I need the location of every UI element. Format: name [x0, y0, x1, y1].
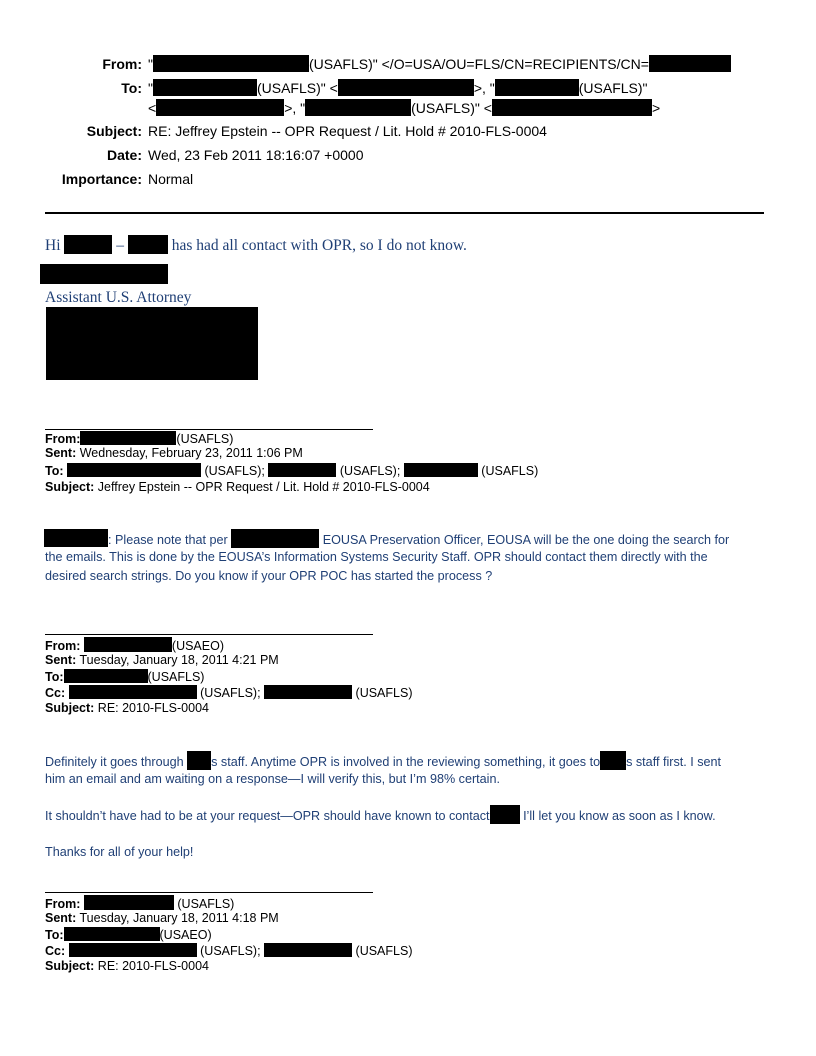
redaction-block [495, 79, 579, 96]
email4-to-value: (USAEO) [159, 928, 212, 942]
email4-sent-row [45, 911, 279, 926]
redaction-block [67, 463, 201, 477]
email4-subject-value: RE: 2010-FLS-0004 [97, 959, 209, 973]
email2-sent-value: Wednesday, February 23, 2011 1:06 PM [79, 446, 303, 460]
email2-subject-value: Jeffrey Epstein -- OPR Request / Lit. Hold # 2010-FLS-0004 [97, 480, 430, 494]
redaction-block [492, 99, 652, 116]
email2-sent-label: Sent: [45, 446, 77, 460]
message1-greeting: Hi [45, 237, 61, 254]
email3-cc-label: Cc: [45, 686, 66, 700]
redaction-block [156, 99, 284, 116]
header-importance-label: Importance: [61, 171, 142, 187]
redaction-block [404, 463, 478, 477]
email4-from-label: From: [45, 897, 81, 911]
redaction-block [338, 79, 474, 96]
email3-body-text: Definitely it goes through [45, 755, 184, 769]
email2-body-text: : Please note that per [108, 533, 228, 547]
email3-body-text: s staff first. I sent [626, 755, 722, 769]
email3-from-value: (USAEO) [171, 639, 224, 653]
email3-paragraph3: Thanks for all of your help! [45, 845, 194, 859]
email4-to-label: To: [45, 928, 64, 942]
email3-sent-value: Tuesday, January 18, 2011 4:21 PM [79, 653, 279, 667]
email3-subject-row [45, 701, 209, 716]
header-date-label: Date: [106, 147, 142, 163]
header-importance-value: Normal [148, 171, 194, 187]
header-subject-value: RE: Jeffrey Epstein -- OPR Request / Lit. Hold # 2010-FLS-0004 [148, 123, 547, 139]
redaction-block [64, 927, 160, 941]
header-date-row [0, 146, 364, 164]
email3-cc-value: (USAFLS) [355, 686, 413, 700]
email3-paragraph2 [45, 805, 716, 826]
redaction-block [268, 463, 336, 477]
email2-body-line2: the emails. This is done by the EOUSA’s Information Systems Security Staff. OPR should contact them directly with the [45, 550, 708, 564]
email4-subject-label: Subject: [45, 959, 95, 973]
header-subject-label: Subject: [86, 123, 142, 139]
email2-body-text: EOUSA Preservation Officer, EOUSA will be the one doing the search for [322, 533, 730, 547]
redaction-block [69, 685, 197, 699]
redaction-block [305, 99, 411, 116]
header-to-text: (USAFLS)" [578, 80, 648, 96]
header-to-text: (USAFLS)" < [411, 100, 492, 116]
email2-to-value: (USAFLS); [204, 464, 265, 478]
redaction-block [44, 529, 108, 547]
header-to-label: To: [121, 80, 142, 96]
email4-sent-value: Tuesday, January 18, 2011 4:18 PM [79, 911, 279, 925]
email3-sent-row [45, 653, 279, 668]
email4-sent-label: Sent: [45, 911, 77, 925]
redaction-block [128, 235, 168, 254]
email3-to-value: (USAFLS) [147, 670, 205, 684]
email2-to-row [45, 463, 538, 479]
email2-from-row [45, 431, 233, 447]
email3-body-text: I’ll let you know as soon as I know. [523, 809, 716, 823]
email4-from-row [45, 895, 234, 912]
email2-from-label: From: [45, 432, 81, 446]
separator-line [45, 429, 373, 430]
redaction-block [64, 235, 112, 254]
email2-to-value: (USAFLS); [339, 464, 401, 478]
email3-body-text: s staff. Anytime OPR is involved in the reviewing something, it goes to [211, 755, 601, 769]
email3-from-label: From: [45, 639, 81, 653]
redaction-block [187, 751, 211, 770]
header-to-text: (USAFLS)" < [256, 80, 338, 96]
email2-from-value: (USAFLS) [176, 432, 234, 446]
redaction-block [84, 637, 172, 652]
email3-body-text: It shouldn’t have had to be at your request—OPR should have known to contact [45, 809, 490, 823]
email4-to-row [45, 927, 212, 943]
email2-subject-row [45, 480, 430, 495]
signature-title: Assistant U.S. Attorney [45, 289, 192, 306]
email4-from-value: (USAFLS) [177, 897, 235, 911]
redaction-block [153, 55, 309, 72]
header-to-text: >, " [473, 80, 495, 96]
email3-cc-row [45, 685, 412, 701]
redaction-block [231, 529, 319, 548]
signature-block-redaction [46, 307, 258, 380]
redaction-block [64, 669, 148, 683]
email3-paragraph1-line2: him an email and am waiting on a response—I will verify this, but I’m 98% certain. [45, 772, 500, 786]
email2-sent-row [45, 446, 303, 461]
signature-name-redaction [40, 264, 168, 284]
email3-sent-label: Sent: [45, 653, 77, 667]
header-to-text: < [148, 100, 157, 116]
redaction-block [490, 805, 520, 824]
separator-line [45, 892, 373, 893]
email2-subject-label: Subject: [45, 480, 95, 494]
email4-cc-label: Cc: [45, 944, 66, 958]
email3-cc-value: (USAFLS); [200, 686, 261, 700]
header-from-value: (USAFLS)" </O=USA/OU=FLS/CN=RECIPIENTS/CN= [308, 56, 649, 72]
email3-subject-label: Subject: [45, 701, 95, 715]
separator-line [45, 634, 373, 635]
message1-body [45, 235, 467, 256]
email4-cc-value: (USAFLS) [355, 944, 413, 958]
email2-to-label: To: [45, 464, 64, 478]
header-date-value: Wed, 23 Feb 2011 18:16:07 +0000 [148, 147, 364, 163]
header-to-text: > [651, 100, 661, 116]
redaction-block [84, 895, 174, 910]
redaction-block [153, 79, 257, 96]
header-importance-row [0, 170, 193, 188]
email3-to-label: To: [45, 670, 64, 684]
email2-to-value: (USAFLS) [481, 464, 539, 478]
header-subject-row [0, 122, 547, 140]
header-divider [45, 212, 764, 214]
header-from-row: From: " (USAFLS)" </O=USA/OU=FLS/CN=RECIPIENTS/CN= [0, 55, 731, 73]
header-from-label: From: [102, 56, 142, 72]
email3-subject-value: RE: 2010-FLS-0004 [97, 701, 209, 715]
email4-cc-row [45, 943, 412, 959]
message1-dash: – [116, 237, 124, 254]
redaction-block [649, 55, 731, 72]
message1-text: has had all contact with OPR, so I do not know. [171, 237, 467, 254]
redaction-block [264, 943, 352, 957]
redaction-block [80, 431, 176, 445]
redaction-block [600, 751, 626, 770]
header-to-text: >, " [284, 100, 306, 116]
email4-subject-row [45, 959, 209, 974]
header-to-row-2 [148, 99, 660, 117]
email2-body-line3: desired search strings. Do you know if your OPR POC has started the process ? [45, 569, 493, 583]
redaction-block [69, 943, 197, 957]
redaction-block [264, 685, 352, 699]
email3-to-row [45, 669, 204, 685]
email4-cc-value: (USAFLS); [200, 944, 261, 958]
header-to-row: To: " (USAFLS)" < >, " (USAFLS)" [0, 79, 648, 97]
email3-from-row [45, 637, 224, 654]
